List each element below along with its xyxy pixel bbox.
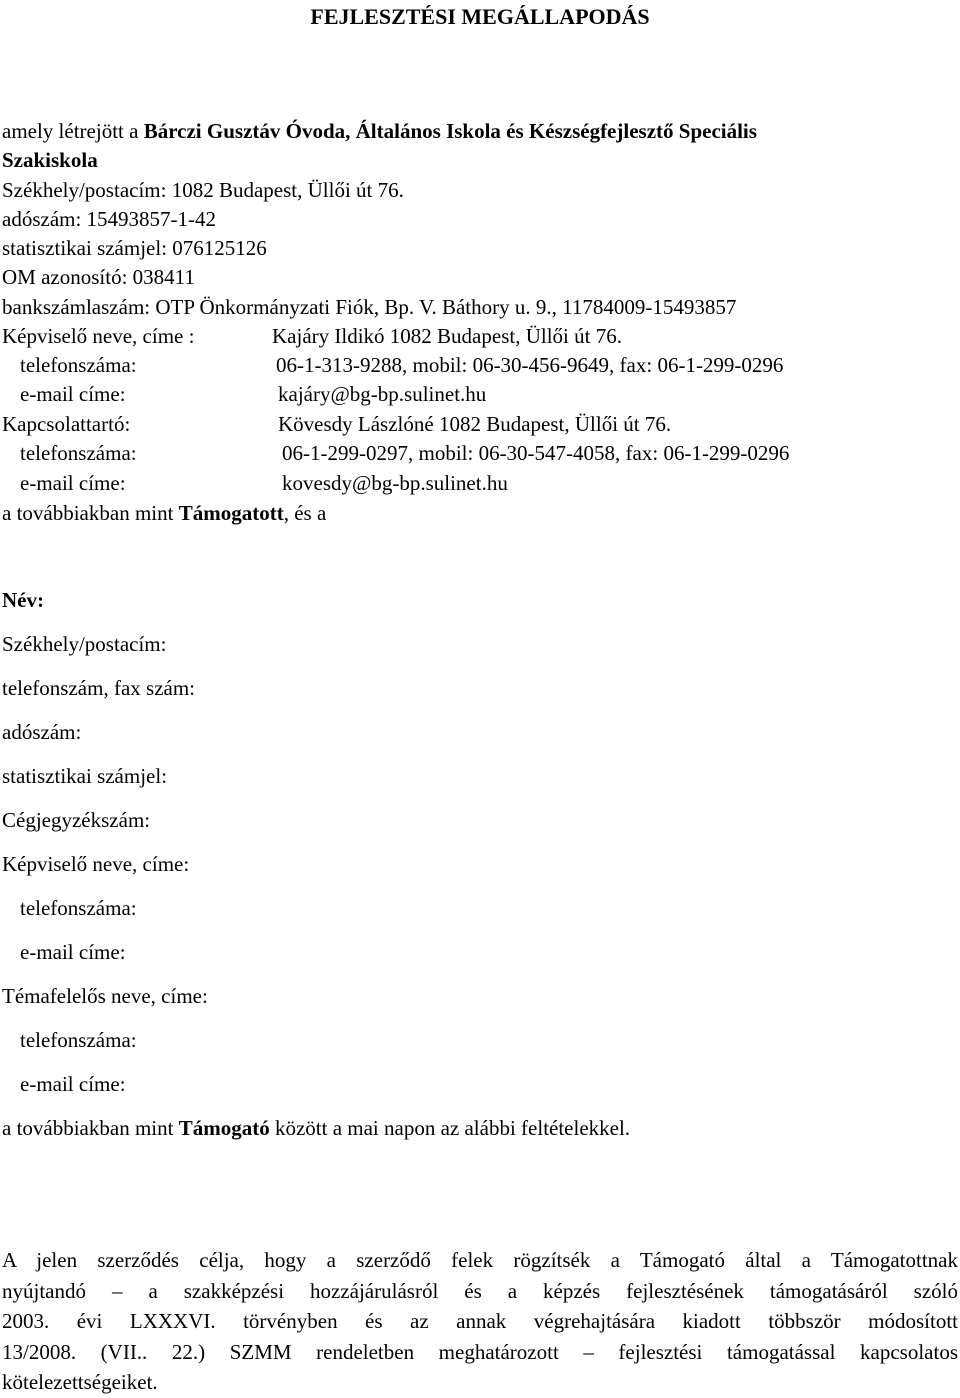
contact-label: Kapcsolattartó: [2,412,131,436]
contact-email-value: kovesdy@bg-bp.sulinet.hu [282,471,508,495]
supported-closing-suffix: , és a [283,501,327,525]
supporter-representative-email-label: e-mail címe: [20,940,126,964]
supporter-term: Támogató [178,1116,270,1140]
supporter-closing-line [2,1114,630,1143]
purpose-line: 2003. évi LXXXVI. törvényben és az annak végrehajtására kiadott többször módosított [2,1309,958,1333]
school-name-line1: Bárczi Gusztáv Óvoda, Általános Iskola és Készségfejlesztő Speciális [143,119,757,143]
purpose-line: nyújtandó – a szakképzési hozzájárulásról és a képzés fejlesztésének támogatásáról szóló [2,1278,958,1303]
supporter-closing-suffix: között a mai napon az alábbi feltételekkel. [269,1116,631,1140]
supporter-topic-phone-label: telefonszáma: [20,1028,137,1052]
representative-email-value: kajáry@bg-bp.sulinet.hu [278,382,487,406]
representative-label: Képviselő neve, címe : [2,324,195,348]
supported-closing-prefix: a továbbiakban mint [2,501,179,525]
supporter-name-label: Név: [2,588,44,612]
contact-phone-value: 06-1-299-0297, mobil: 06-30-547-4058, fax: 06-1-299-0296 [282,441,790,465]
bank-account-line: bankszámlaszám: OTP Önkormányzati Fiók, Bp. V. Báthory u. 9., 11784009-15493857 [2,295,737,319]
document-title: FEJLESZTÉSI MEGÁLLAPODÁS [310,4,650,29]
supporter-topic-owner-label: Témafelelős neve, címe: [2,984,208,1008]
supporter-representative-phone-label: telefonszáma: [20,896,137,920]
purpose-line: 13/2008. (VII.. 22.) SZMM rendeletben meghatározott – fejlesztési támogatással kapcsolatos [2,1339,958,1364]
supporter-stat-label: statisztikai számjel: [2,764,168,788]
purpose-line: kötelezettségeiket. [2,1370,158,1394]
intro-line [2,117,757,146]
representative-email-label: e-mail címe: [20,382,126,406]
supporter-company-reg-label: Cégjegyzékszám: [2,808,151,832]
representative-phone-label: telefonszáma: [20,353,137,377]
supporter-closing-prefix: a továbbiakban mint [2,1116,179,1140]
school-name-line2: Szakiskola [2,148,98,172]
representative-phone-value: 06-1-313-9288, mobil: 06-30-456-9649, fax: 06-1-299-0296 [276,353,784,377]
representative-value: Kajáry Ildikó 1082 Budapest, Üllői út 76. [272,324,622,348]
intro-prefix: amely létrejött a [2,119,144,143]
contact-value: Kövesdy Lászlóné 1082 Budapest, Üllői út 76. [278,412,672,436]
supporter-tax-label: adószám: [2,720,82,744]
tax-number-line: adószám: 15493857-1-42 [2,207,217,231]
supporter-seat-label: Székhely/postacím: [2,632,167,656]
supporter-topic-email-label: e-mail címe: [20,1072,126,1096]
seat-line: Székhely/postacím: 1082 Budapest, Üllői út 76. [2,178,404,202]
supported-term: Támogatott [178,501,284,525]
om-id-line: OM azonosító: 038411 [2,265,195,289]
purpose-paragraph [2,1245,958,1398]
stat-code-line: statisztikai számjel: 076125126 [2,236,267,260]
supporter-representative-label: Képviselő neve, címe: [2,852,190,876]
purpose-line: A jelen szerződés célja, hogy a szerződő felek rögzítsék a Támogató által a Támogatottnak [2,1248,958,1272]
contact-email-label: e-mail címe: [20,471,126,495]
supported-closing-line [2,499,326,528]
supporter-phone-fax-label: telefonszám, fax szám: [2,676,195,700]
contact-phone-label: telefonszáma: [20,441,137,465]
